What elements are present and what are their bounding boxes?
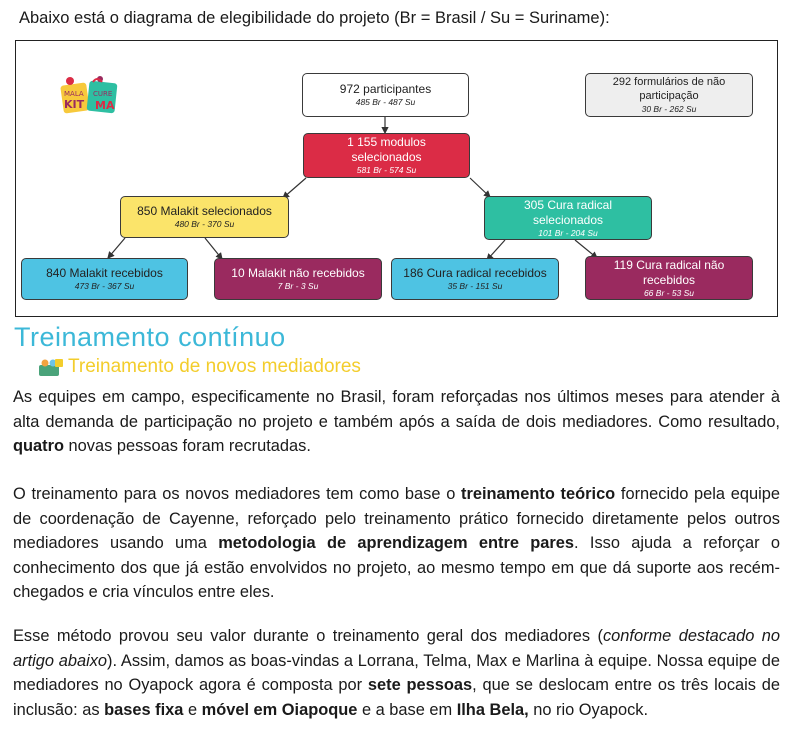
- box-nonparticipation-title: 292 formulários de não participação: [612, 76, 726, 102]
- box-cura-not-received: [585, 256, 753, 300]
- section-subheading: [38, 356, 361, 378]
- box-participants: [302, 73, 469, 117]
- box-malakit-received-sub: 473 Br - 367 Su: [74, 281, 135, 292]
- svg-text:CURE: CURE: [93, 90, 113, 98]
- box-malakit-selected: [120, 196, 289, 238]
- p3-bold-ilha-bela: Ilha Bela,: [456, 700, 529, 719]
- p3-bold-sete-pessoas: sete pessoas: [367, 676, 473, 694]
- box-cura-not-received-title: 119 Cura radical não recebidos: [613, 257, 725, 287]
- malakit-curema-logo: [60, 76, 130, 116]
- p1-text-a: As equipes em campo, especificamente no Brasil, foram reforçadas nos últimos meses para atender à alta demanda de participação no projeto e também após a saída de dois mediadores. Como resultado,: [13, 388, 780, 431]
- p3-text-e: , que se deslocam entre os três locais de inclusão: as: [13, 676, 780, 719]
- box-malakit-received-title: 840 Malakit recebidos: [46, 266, 163, 281]
- box-cura-selected: [484, 196, 652, 240]
- svg-text:MA: MA: [95, 99, 115, 112]
- p3-italic-conforme: conforme destacado no artigo abaixo: [13, 627, 780, 670]
- box-nonparticipation-sub: 30 Br - 262 Su: [641, 103, 697, 114]
- p2-text-e: . Isso ajuda a reforçar o conhecimento dos que já estão envolvidos no projeto, ao mesmo tempo em que dá suporte aos recém-chegados e cria vínculos entre eles.: [13, 534, 780, 601]
- p3-text-g: e: [183, 700, 202, 719]
- box-cura-not-received-sub: 66 Br - 53 Su: [643, 287, 695, 298]
- p2-bold-treinamento-teorico: treinamento teórico: [461, 485, 616, 503]
- p1-text-c: novas pessoas foram recrutadas.: [64, 437, 311, 455]
- box-malakit-not-received-title: 10 Malakit não recebidos: [231, 266, 365, 281]
- box-modules-selected-sub: 581 Br - 574 Su: [356, 165, 417, 176]
- mediators-icon: [38, 357, 64, 377]
- box-malakit-selected-sub: 480 Br - 370 Su: [174, 219, 235, 230]
- p3-text-k: no rio Oyapock.: [528, 700, 649, 719]
- paragraph-3: [13, 624, 780, 722]
- box-nonparticipation: [585, 73, 753, 117]
- box-malakit-not-received: [214, 258, 382, 300]
- svg-text:KIT: KIT: [64, 98, 85, 111]
- box-cura-received-title: 186 Cura radical recebidos: [403, 266, 547, 281]
- box-malakit-not-received-sub: 7 Br - 3 Su: [277, 281, 319, 292]
- p2-text-a: O treinamento para os novos mediadores tem como base o: [13, 485, 462, 503]
- section-heading: Treinamento contínuo: [14, 322, 286, 352]
- box-modules-selected: [303, 133, 470, 178]
- box-malakit-selected-title: 850 Malakit selecionados: [137, 204, 272, 219]
- box-modules-selected-title: 1 155 modulos selecionados: [347, 135, 426, 165]
- section-subheading-text: Treinamento de novos mediadores: [68, 356, 361, 377]
- p3-bold-movel: móvel em Oiapoque: [201, 700, 358, 719]
- p3-text-c: ). Assim, damos as boas-vindas a Lorrana, Telma, Max e Marlina à equipe. Nossa equipe de mediadores no Oyapock agora é composta por: [13, 651, 780, 694]
- p2-bold-metodologia: metodologia de aprendizagem entre pares: [218, 534, 575, 552]
- p2-text-c: fornecido pela equipe de coordenação de Cayenne, reforçado pelo treinamento prático fornecido diretamente pelos outros mediadores usando uma: [13, 485, 780, 552]
- box-cura-selected-sub: 101 Br - 204 Su: [538, 227, 598, 238]
- p3-text-a: Esse método provou seu valor durante o treinamento geral dos mediadores (: [13, 627, 603, 645]
- paragraph-2: [13, 482, 780, 605]
- p3-bold-bases-fixa: bases fixa: [104, 700, 184, 719]
- box-cura-received: [391, 258, 559, 300]
- box-cura-received-sub: 35 Br - 151 Su: [447, 281, 503, 292]
- svg-text:MALA: MALA: [64, 90, 84, 98]
- diagram-intro: Abaixo está o diagrama de elegibilidade do projeto (Br = Brasil / Su = Suriname):: [19, 9, 610, 27]
- box-malakit-received: [21, 258, 188, 300]
- box-cura-selected-title: 305 Cura radical selecionados: [523, 197, 613, 227]
- box-participants-sub: 485 Br - 487 Su: [355, 97, 416, 108]
- box-participants-title: 972 participantes: [339, 82, 432, 97]
- p1-bold-quatro: quatro: [13, 437, 64, 455]
- p3-text-i: e a base em: [357, 700, 457, 719]
- paragraph-1: [13, 385, 780, 459]
